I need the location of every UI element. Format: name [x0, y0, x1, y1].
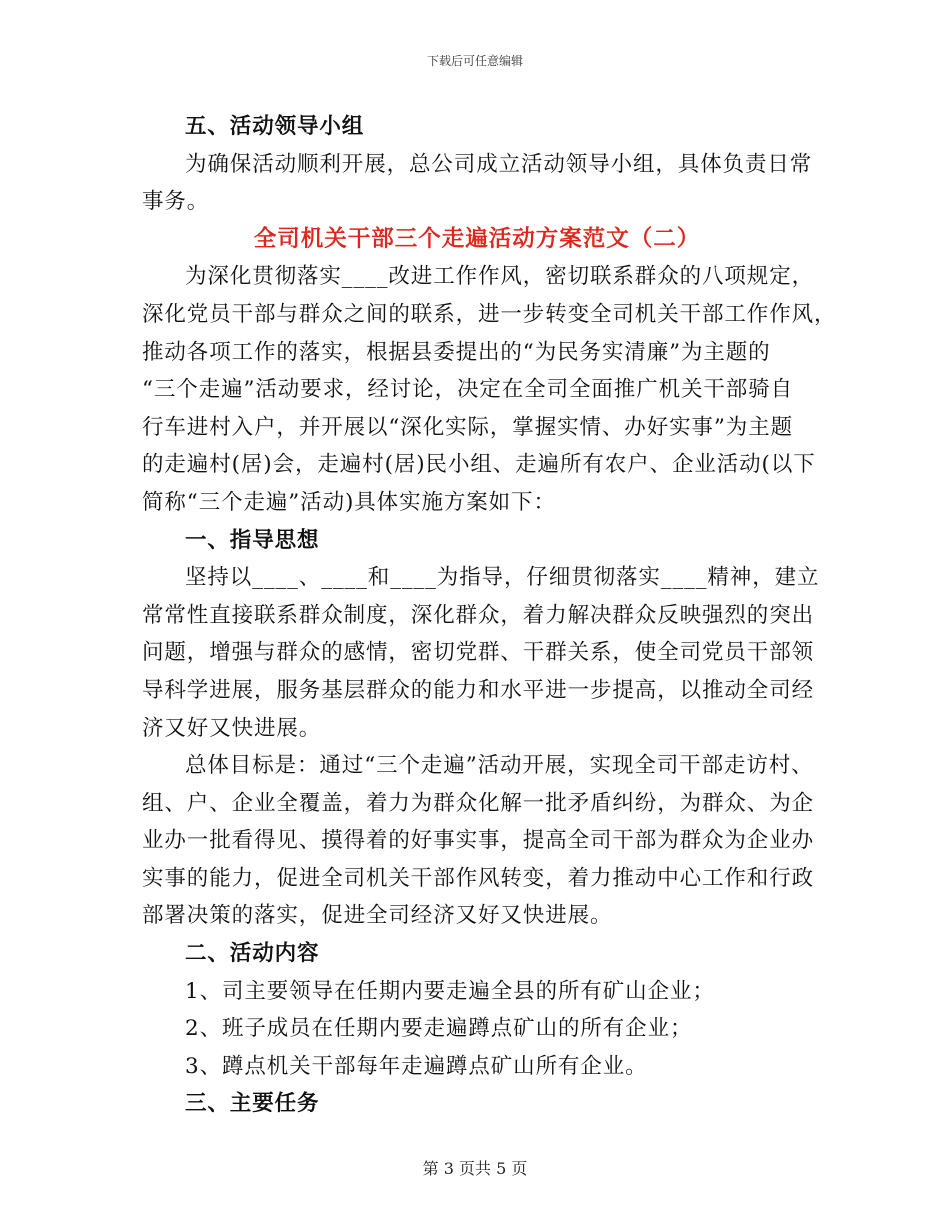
- paragraph-line: 总体目标是：通过“三个走遍”活动开展，实现全司干部走访村、: [185, 753, 814, 779]
- paragraph-line: 2、班子成员在任期内要走遍蹲点矿山的所有企业；: [185, 1016, 693, 1042]
- paragraph-line: 简称“三个走遍”活动)具体实施方案如下：: [142, 489, 556, 515]
- paragraph-line: 1、司主要领导在任期内要走遍全县的所有矿山企业；: [185, 978, 715, 1004]
- section-heading: 三、主要任务: [185, 1091, 320, 1117]
- page-header-note: 下载后可任意编辑: [426, 54, 523, 68]
- paragraph-line: 济又好又快进展。: [142, 715, 322, 741]
- paragraph-line: 实事的能力，促进全司机关干部作风转变，着力推动中心工作和行政: [142, 865, 815, 891]
- paragraph-line: 组、户、企业全覆盖，着力为群众化解一批矛盾纠纷，为群众、为企: [142, 790, 815, 816]
- document-body: [142, 108, 837, 1123]
- paragraph-line: 部署决策的落实，促进全司经济又好又快进展。: [142, 903, 613, 929]
- paragraph-line: 业办一批看得见、摸得着的好事实事，提高全司干部为群众为企业办: [142, 828, 815, 854]
- page-footer-number: 第 3 页共 5 页: [422, 1159, 528, 1178]
- section-heading: 一、指导思想: [185, 527, 320, 553]
- paragraph-line: “三个走遍”活动要求，经讨论，决定在全司全面推广机关干部骑自: [142, 377, 793, 403]
- paragraph-line: 导科学进展，服务基层群众的能力和水平进一步提高，以推动全司经: [142, 677, 815, 703]
- paragraph-line: 3、蹲点机关干部每年走遍蹲点矿山所有企业。: [185, 1053, 648, 1079]
- document-title: 全司机关干部三个走遍活动方案范文（二）: [253, 225, 701, 252]
- paragraph-line: 事务。: [142, 189, 210, 215]
- section-heading: 五、活动领导小组: [185, 114, 365, 139]
- paragraph-line: 行车进村入户，并开展以“深化实际，掌握实情、办好实事”为主题: [142, 414, 793, 440]
- paragraph-line: 深化党员干部与群众之间的联系，进一步转变全司机关干部工作作风，: [142, 301, 837, 327]
- paragraph-line: 为深化贯彻落实____改进工作作风，密切联系群众的八项规定，: [185, 264, 815, 290]
- paragraph-line: 的走遍村(居)会，走遍村(居)民小组、走遍所有农户、企业活动(以下: [142, 452, 816, 478]
- paragraph-line: 坚持以____、____和____为指导，仔细贯彻落实____精神，建立: [185, 565, 820, 591]
- paragraph-line: 推动各项工作的落实，根据县委提出的“为民务实清廉”为主题的: [142, 339, 771, 365]
- paragraph-line: 常常性直接联系群众制度，深化群众，着力解决群众反映强烈的突出: [142, 602, 815, 628]
- section-heading: 二、活动内容: [185, 941, 320, 967]
- paragraph-line: 问题，增强与群众的感情，密切党群、干群关系，使全司党员干部领: [142, 640, 815, 666]
- paragraph-line: 为确保活动顺利开展，总公司成立活动领导小组，具体负责日常: [185, 151, 813, 177]
